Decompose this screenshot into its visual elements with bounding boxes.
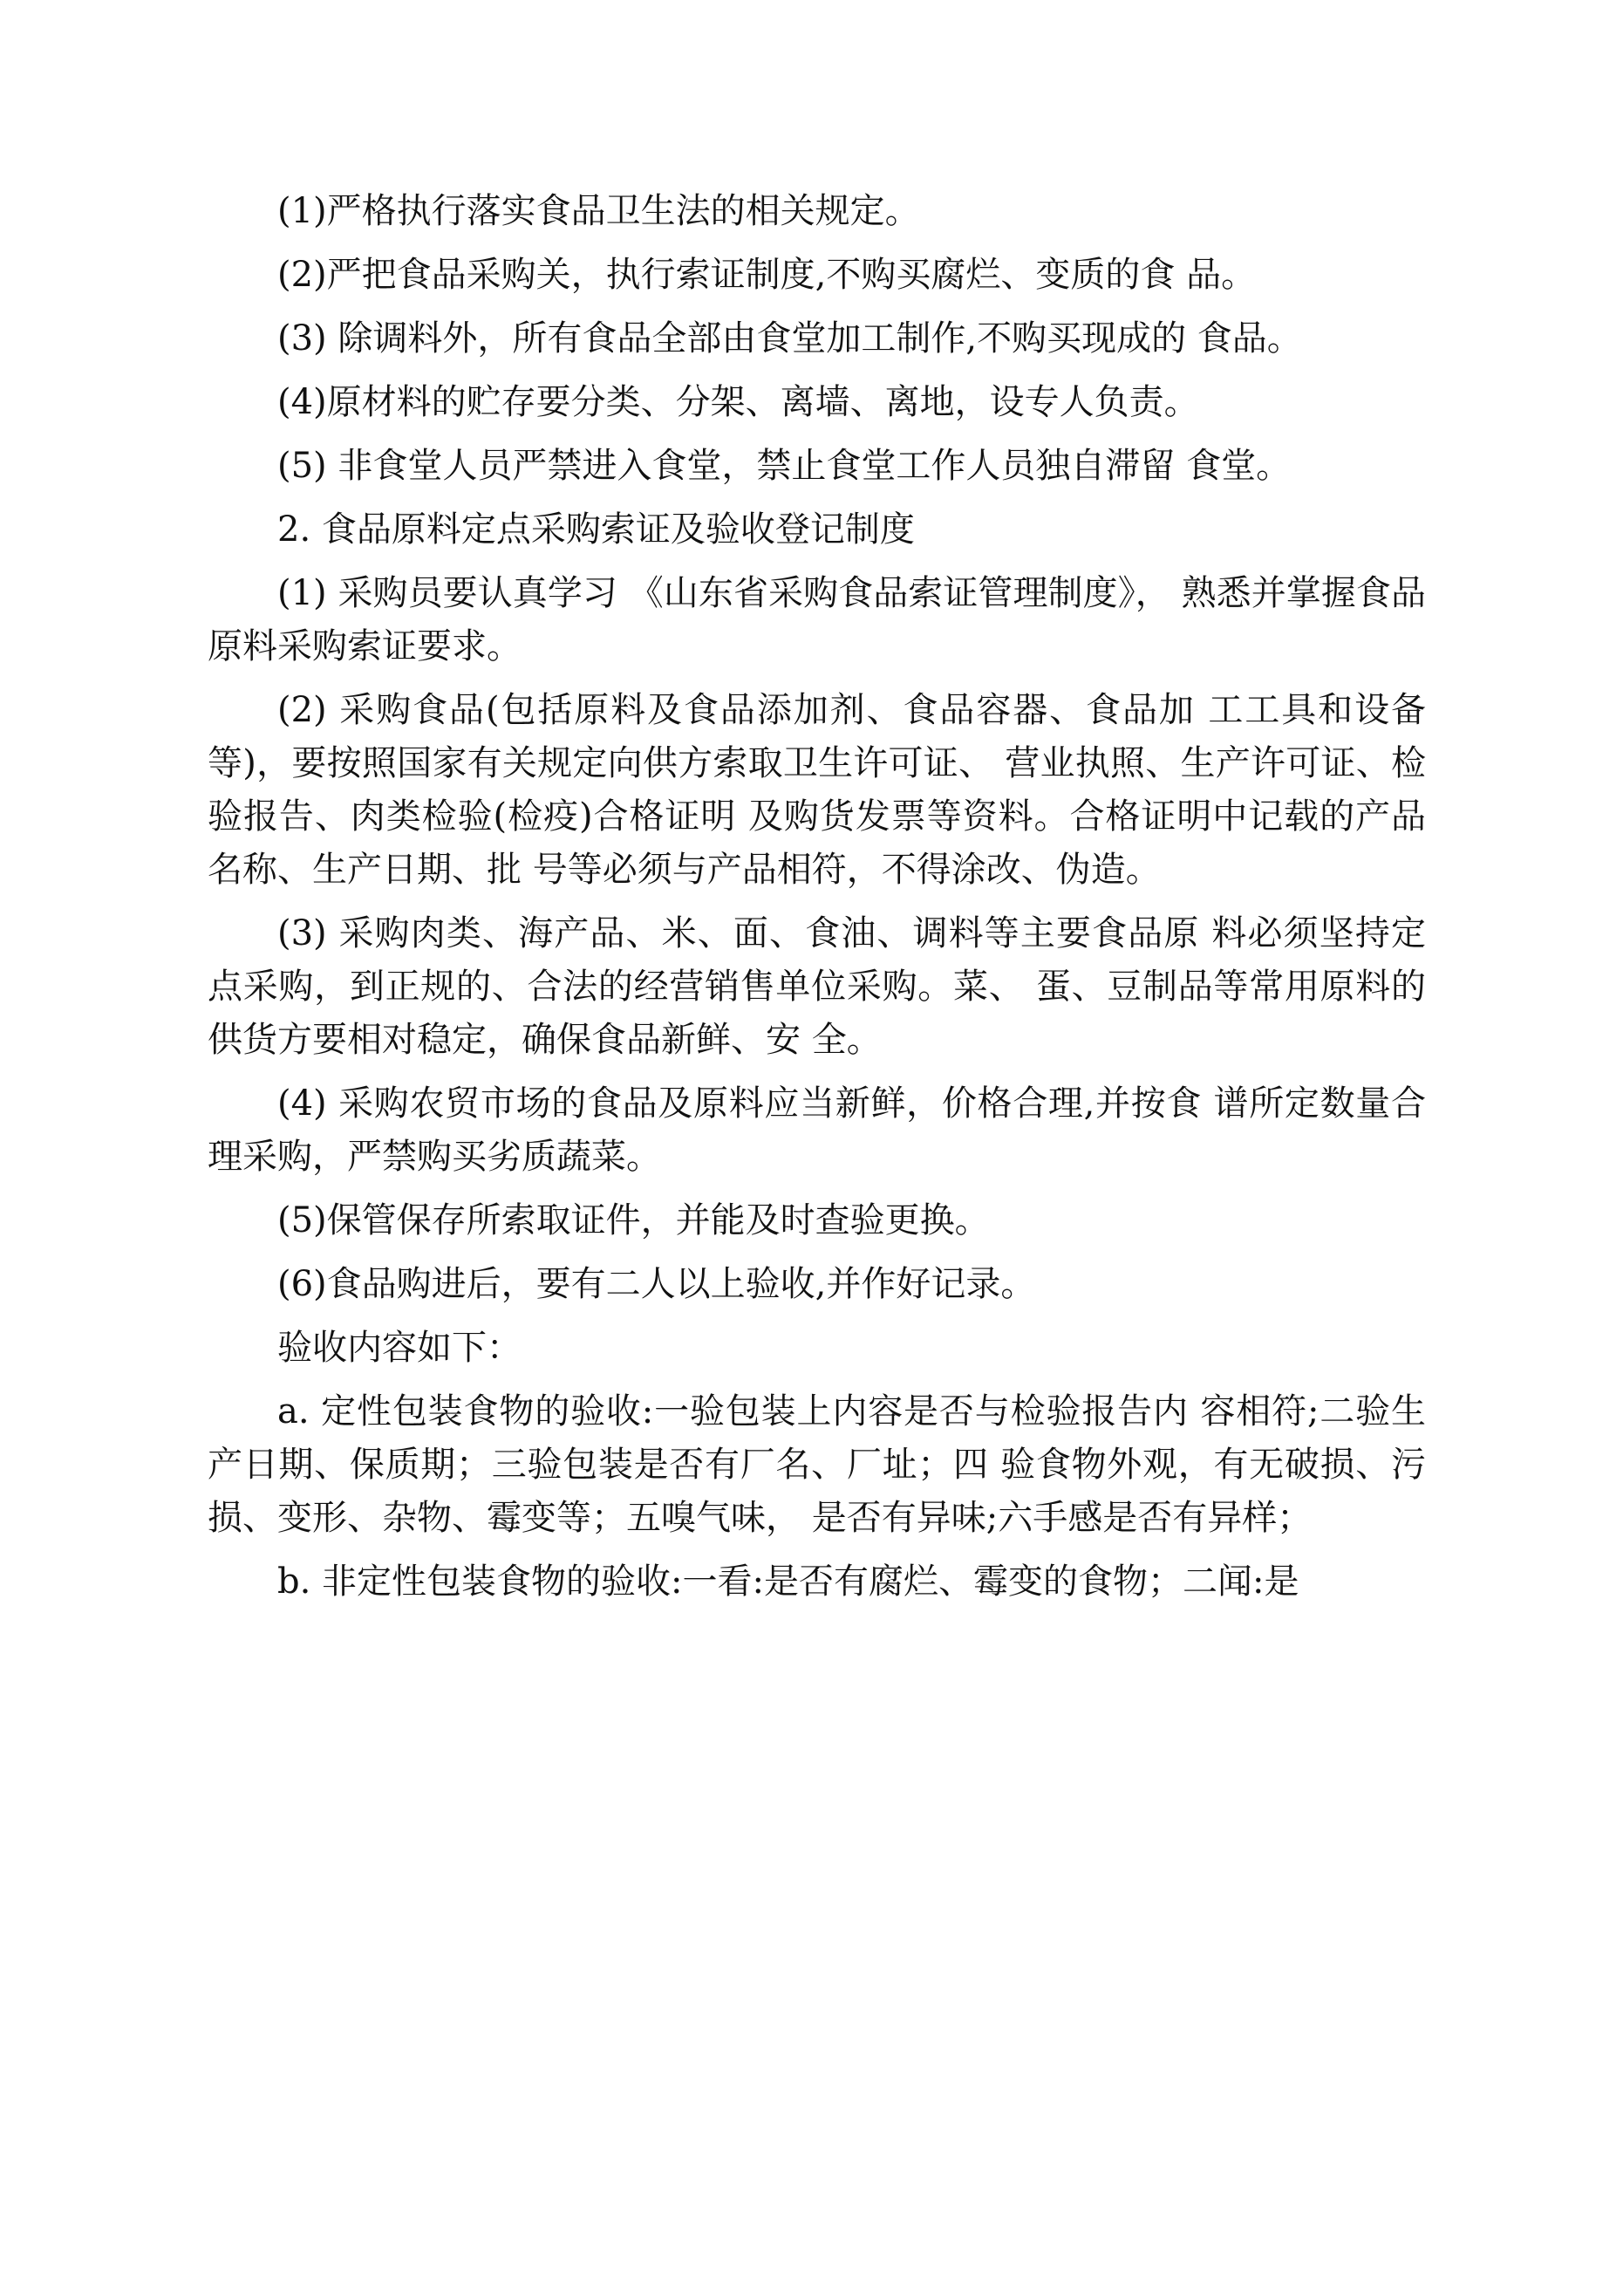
section-heading: 2. 食品原料定点采购索证及验收登记制度 bbox=[277, 509, 915, 550]
paragraph-9: (3) 采购肉类、海产品、米、面、食油、调料等主要食品原 料必须坚持定点采购，到正规的、合法的经营销售单位采购。菜、 蛋、豆制品等常用原料的供货方要相对稳定，确保食品新鲜、安 全。 bbox=[208, 913, 1426, 1060]
paragraph-5: (5) 非食堂人员严禁进入食堂，禁止食堂工作人员独自滞留 食堂。 bbox=[277, 446, 1292, 486]
paragraph-14: a. 定性包装食物的验收:一验包装上内容是否与检验报告内 容相符;二验生产日期、保质期；三验包装是否有厂名、厂址；四 验食物外观，有无破损、污损、变形、杂物、霉变等；五嗅气味， 是否有异味;六手感是否有异样； bbox=[208, 1391, 1426, 1538]
paragraph-11: (5)保管保存所索取证件，并能及时查验更换。 bbox=[277, 1200, 990, 1240]
paragraph-3: (3) 除调料外，所有食品全部由食堂加工制作,不购买现成的 食品。 bbox=[277, 318, 1302, 359]
paragraph-8: (2) 采购食品(包括原料及食品添加剂、食品容器、食品加 工工具和设备等)，要按照国家有关规定向供方索取卫生许可证、 营业执照、生产许可证、检验报告、肉类检验(检疫)合格证明 及购货发票等资料。合格证明中记载的产品名称、生产日期、批 号等必须与产品相符，不得涂改、伪造。 bbox=[208, 690, 1426, 890]
paragraph-7: (1) 采购员要认真学习 《山东省采购食品索证管理制度》， 熟悉并掌握食品原料采购索证要求。 bbox=[208, 573, 1426, 666]
paragraph-2: (2)严把食品采购关，执行索证制度,不购买腐烂、变质的食 品。 bbox=[277, 255, 1257, 295]
paragraph-15: b. 非定性包装食物的验收:一看:是否有腐烂、霉变的食物；二闻:是 bbox=[277, 1561, 1299, 1602]
document-page bbox=[208, 185, 1426, 1609]
paragraph-4: (4)原材料的贮存要分类、分架、离墙、离地，设专人负责。 bbox=[277, 382, 1199, 422]
paragraph-12: (6)食品购进后，要有二人以上验收,并作好记录。 bbox=[277, 1264, 1036, 1304]
paragraph-13: 验收内容如下： bbox=[277, 1328, 522, 1368]
paragraph-1: (1)严格执行落实食品卫生法的相关规定。 bbox=[277, 191, 920, 231]
paragraph-10: (4) 采购农贸市场的食品及原料应当新鲜，价格合理,并按食 谱所定数量合理采购，严禁购买劣质蔬菜。 bbox=[208, 1083, 1426, 1177]
